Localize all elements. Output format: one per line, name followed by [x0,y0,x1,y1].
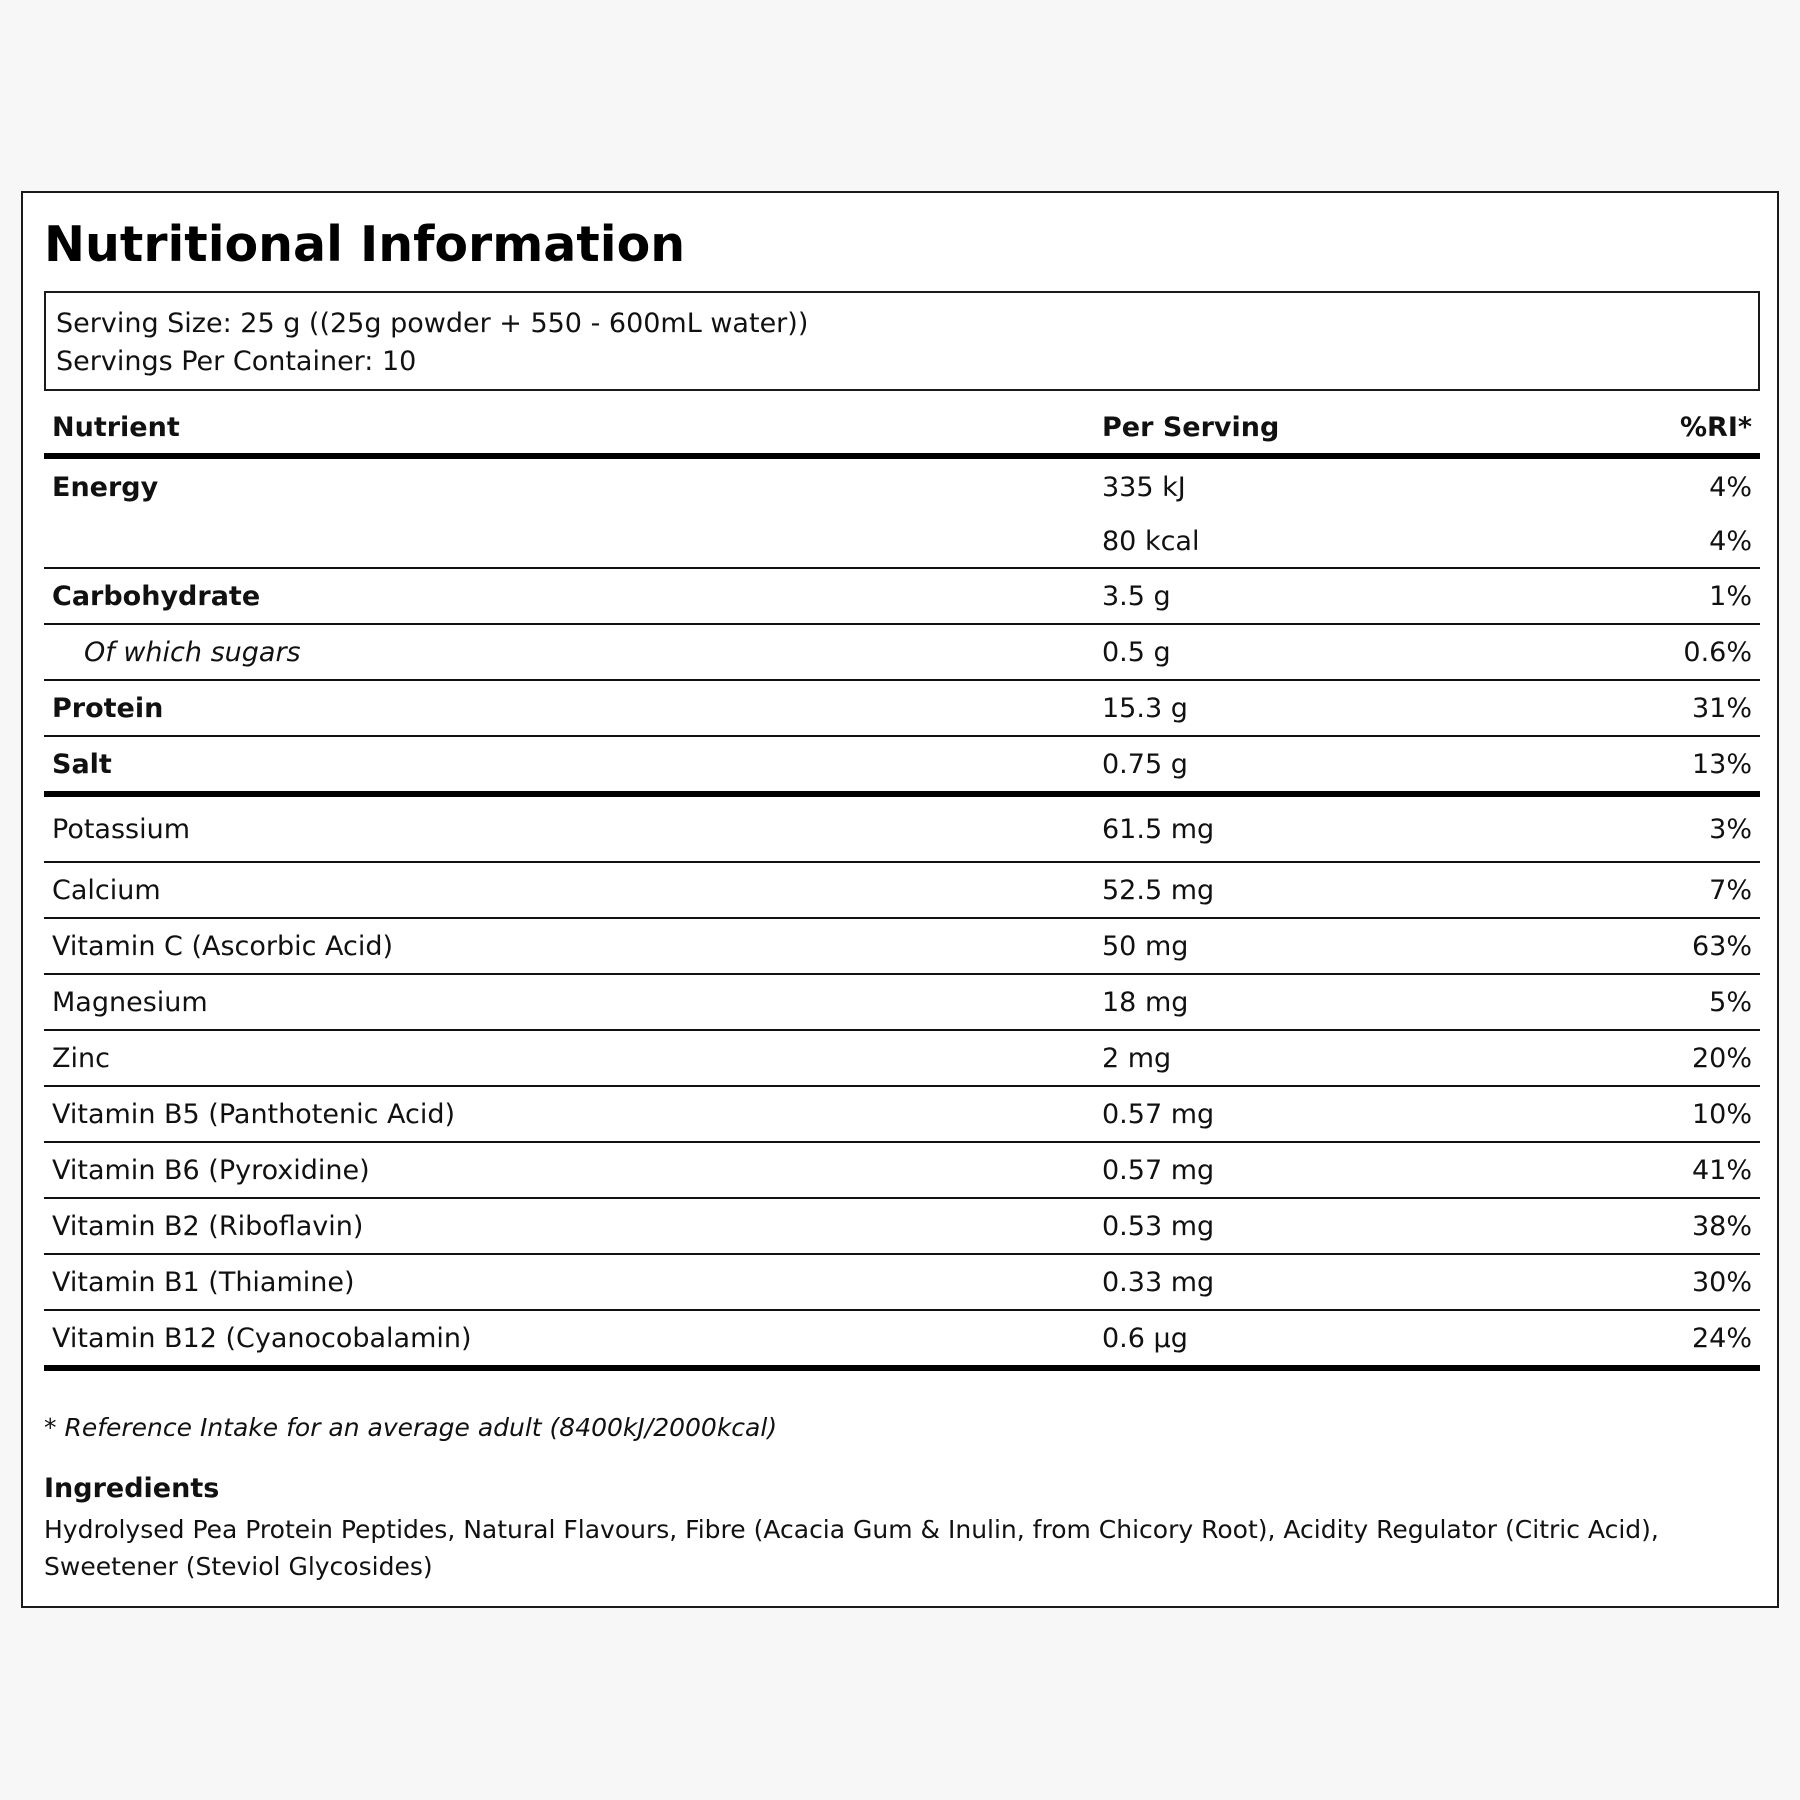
nutrient-value: 3.5 g [1102,580,1171,612]
nutrient-ri: 0.6% [1683,636,1752,668]
nutrient-name: Protein [52,692,164,724]
table-row-zinc [44,1031,1760,1087]
nutrient-name: Vitamin B12 (Cyanocobalamin) [52,1322,472,1354]
table-row-energy-kj [44,459,1760,515]
nutrient-value: 50 mg [1102,930,1189,962]
nutrient-value: 0.33 mg [1102,1266,1215,1298]
serving-info-box [44,291,1760,391]
nutrient-value: 0.5 g [1102,636,1171,668]
table-row-sugars [44,625,1760,681]
nutrient-name: Vitamin B1 (Thiamine) [52,1266,355,1298]
nutrition-label-panel [21,191,1779,1608]
header-nutrient: Nutrient [52,411,180,443]
nutrient-name: Vitamin C (Ascorbic Acid) [52,930,394,962]
table-row-vitamin-b5 [44,1087,1760,1143]
nutrient-ri: 31% [1691,692,1752,724]
table-row-vitamin-b6 [44,1143,1760,1199]
table-row-vitamin-b12 [44,1311,1760,1371]
nutrient-value: 18 mg [1102,986,1189,1018]
nutrient-name: Vitamin B2 (Riboflavin) [52,1210,364,1242]
table-row-vitamin-b1 [44,1255,1760,1311]
ingredients-heading: Ingredients [44,1473,220,1504]
nutrient-name: Zinc [52,1042,110,1074]
nutrient-ri: 3% [1709,813,1752,845]
nutrient-value: 0.57 mg [1102,1154,1215,1186]
table-row-carbohydrate [44,569,1760,625]
header-ri: %RI* [1679,411,1752,443]
serving-size: Serving Size: 25 g ((25g powder + 550 - 600mL water)) [56,308,809,339]
nutrient-value: 2 mg [1102,1042,1172,1074]
nutrient-value: 0.53 mg [1102,1210,1215,1242]
nutrient-value: 61.5 mg [1102,813,1215,845]
nutrient-ri: 20% [1691,1042,1752,1074]
table-row-vitamin-c [44,919,1760,975]
nutrient-name: Salt [52,748,112,780]
nutrient-value: 52.5 mg [1102,874,1215,906]
table-row-energy-kcal [44,515,1760,569]
nutrient-ri: 5% [1709,986,1752,1018]
page-title: Nutritional Information [44,216,686,273]
table-row-magnesium [44,975,1760,1031]
nutrient-ri: 38% [1691,1210,1752,1242]
nutrient-value: 0.75 g [1102,748,1188,780]
header-per-serving: Per Serving [1102,411,1280,443]
table-row-vitamin-b2 [44,1199,1760,1255]
nutrient-ri: 30% [1691,1266,1752,1298]
ingredients-text: Hydrolysed Pea Protein Peptides, Natural Flavours, Fibre (Acacia Gum & Inulin, from Chicory Root), Acidity Regulator (Citric Acid), Sweetener (Steviol Glycosides) [44,1515,1659,1581]
nutrient-value: 0.6 µg [1102,1322,1188,1354]
nutrient-value: 15.3 g [1102,692,1188,724]
nutrient-value: 0.57 mg [1102,1098,1215,1130]
table-row-protein [44,681,1760,737]
servings-per-container: Servings Per Container: 10 [56,346,417,377]
nutrient-name: Potassium [52,813,191,845]
nutrient-ri: 4% [1709,525,1752,557]
nutrient-ri: 24% [1691,1322,1752,1354]
table-header-row [44,401,1760,459]
nutrient-name: Magnesium [52,986,208,1018]
nutrient-ri: 4% [1709,471,1752,503]
nutrient-ri: 10% [1691,1098,1752,1130]
nutrient-name: Of which sugars [84,636,301,668]
nutrient-ri: 13% [1691,748,1752,780]
nutrient-ri: 1% [1709,580,1752,612]
nutrient-ri: 63% [1691,930,1752,962]
nutrient-name: Vitamin B5 (Panthotenic Acid) [52,1098,456,1130]
nutrition-table [44,401,1760,1371]
nutrient-name: Calcium [52,874,161,906]
nutrient-ri: 41% [1691,1154,1752,1186]
table-row-potassium [44,797,1760,863]
nutrient-name: Energy [52,471,159,503]
nutrient-value: 335 kJ [1102,471,1186,503]
nutrient-value: 80 kcal [1102,525,1200,557]
table-row-salt [44,737,1760,797]
nutrient-name: Vitamin B6 (Pyroxidine) [52,1154,370,1186]
reference-intake-footnote: * Reference Intake for an average adult (8400kJ/2000kcal) [44,1413,778,1442]
nutrient-ri: 7% [1709,874,1752,906]
nutrient-name: Carbohydrate [52,580,261,612]
table-row-calcium [44,863,1760,919]
